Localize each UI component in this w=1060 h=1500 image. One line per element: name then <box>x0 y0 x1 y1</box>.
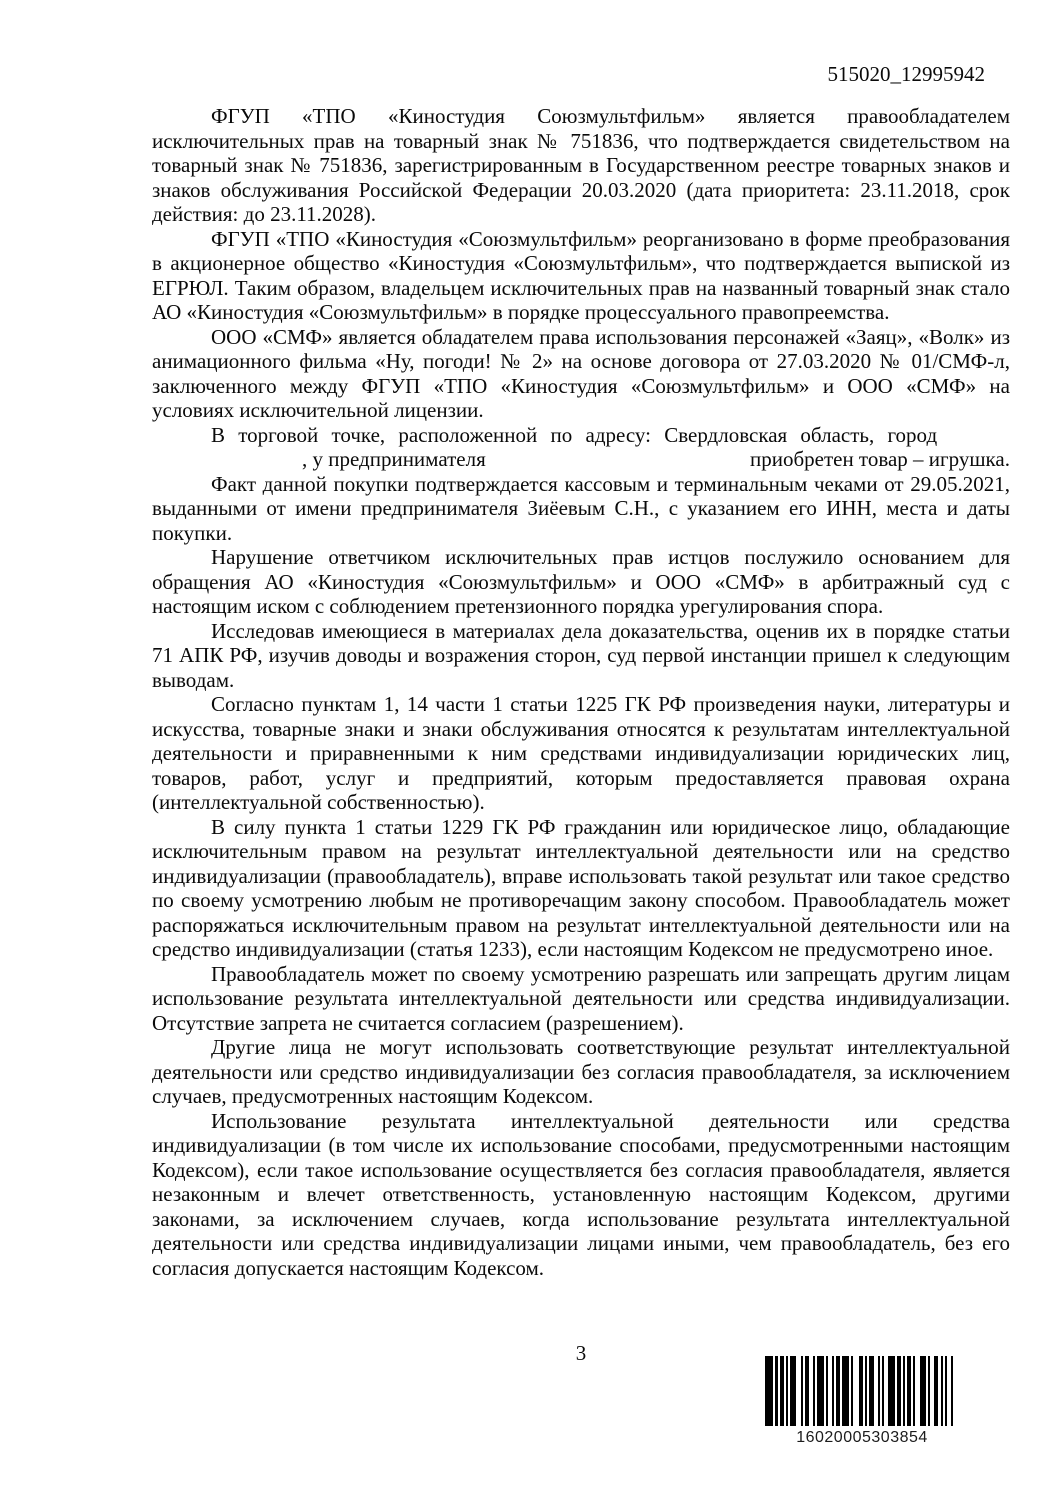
purchase-location-line2-lead: , у предпринимателя <box>302 447 486 471</box>
paragraph-reorganization: ФГУП «ТПО «Киностудия «Союзмультфильм» реорганизовано в форме преобразования в акционерное общество «Киностудия «Союзмультфильм», что подтверждается выпиской из ЕГРЮЛ. Таким образом, владельцем исключительных прав на названный товарный знак стало АО «Киностудия «Союзмультфильм» в порядке процессуального правопреемства. <box>152 226 1010 324</box>
barcode-bar <box>953 1356 959 1426</box>
barcode-number: 16020005303854 <box>796 1429 928 1446</box>
barcode <box>765 1356 959 1447</box>
barcode-bar <box>765 1356 773 1426</box>
barcode-bars-icon <box>765 1356 959 1426</box>
document-body <box>152 104 1010 1280</box>
paragraph-court-review: Исследовав имеющиеся в материалах дела доказательства, оценив их в порядке статьи 71 АПК РФ, изучив доводы и возражения сторон, суд первой инстанции пришел к следующим выводам. <box>152 618 1010 692</box>
paragraph-purchase-fact: Факт данной покупки подтверждается кассовым и терминальным чеками от 29.05.2021, выданными от имени предпринимателя Зиёевым С.Н., с указанием его ИНН, места и даты покупки. <box>152 471 1010 545</box>
purchase-location-line1: В торговой точке, расположенной по адресу: Свердловская область, город <box>211 422 938 447</box>
paragraph-article-1229: В силу пункта 1 статьи 1229 ГК РФ гражданин или юридическое лицо, обладающие исключительным правом на результат интеллектуальной деятельности или на средство индивидуализации (правообладатель), вправе использовать такой результат или такое средство по своему усмотрению любым не противоречащим закону способом. Правообладатель может распоряжаться исключительным правом на результат интеллектуальной деятельности или на средство индивидуализации (статья 1233), если настоящим Кодексом не предусмотрено иное. <box>152 814 1010 961</box>
document-reference-number: 515020_12995942 <box>827 62 985 86</box>
paragraph-violation-claim: Нарушение ответчиком исключительных прав истцов послужило основанием для обращения АО «Киностудия «Союзмультфильм» и ООО «СМФ» в арбитражный суд с настоящим иском с соблюдением претензионного порядка урегулирования спора. <box>152 545 1010 618</box>
purchase-location-line2 <box>152 447 1010 472</box>
redaction-gap <box>486 447 750 472</box>
page-number: 3 <box>575 1341 587 1365</box>
paragraph-purchase-location <box>152 423 1010 472</box>
paragraph-rightsholder-permission: Правообладатель может по своему усмотрению разрешать или запрещать другим лицам использование результата интеллектуальной деятельности или средства индивидуализации. Отсутствие запрета не считается согласием (разрешением). <box>152 961 1010 1035</box>
paragraph-smf-license: ООО «СМФ» является обладателем права использования персонажей «Заяц», «Волк» из анимационного фильма «Ну, погоди! № 2» на основе договора от 27.03.2020 № 01/СМФ-л, заключенного между ФГУП «ТПО «Киностудия «Союзмультфильм» и ООО «СМФ» на условиях исключительной лицензии. <box>152 324 1010 422</box>
paragraph-other-persons: Другие лица не могут использовать соответствующие результат интеллектуальной деятельности или средство индивидуализации без согласия правообладателя, за исключением случаев, предусмотренных настоящим Кодексом. <box>152 1035 1010 1108</box>
paragraph-trademark-ownership: ФГУП «ТПО «Киностудия Союзмультфильм» является правообладателем исключительных прав на товарный знак № 751836, что подтверждается свидетельством на товарный знак № 751836, зарегистрированным в Государственном реестре товарных знаков и знаков обслуживания Российской Федерации 20.03.2020 (дата приоритета: 23.11.2018, срок действия: до 23.11.2028). <box>152 104 1010 226</box>
paragraph-unlawful-use: Использование результата интеллектуальной деятельности или средства индивидуализации (в том числе их использование способами, предусмотренными настоящим Кодексом), если такое использование осуществляется без согласия правообладателя, является незаконным и влечет ответственность, установленную настоящим Кодексом, другими законами, за исключением случаев, когда использование результата интеллектуальной деятельности или средства индивидуализации лицами иными, чем правообладатель, без его согласия допускается настоящим Кодексом. <box>152 1108 1010 1280</box>
paragraph-article-1225: Согласно пунктам 1, 14 части 1 статьи 1225 ГК РФ произведения науки, литературы и искусства, товарные знаки и знаки обслуживания относятся к результатам интеллектуальной деятельности и приравненными к ним средствами индивидуализации юридических лиц, товаров, работ, услуг и предприятий, которым предоставляется правовая охрана (интеллектуальной собственностью). <box>152 692 1010 814</box>
purchase-location-line2-tail: приобретен товар – игрушка. <box>749 447 1010 471</box>
